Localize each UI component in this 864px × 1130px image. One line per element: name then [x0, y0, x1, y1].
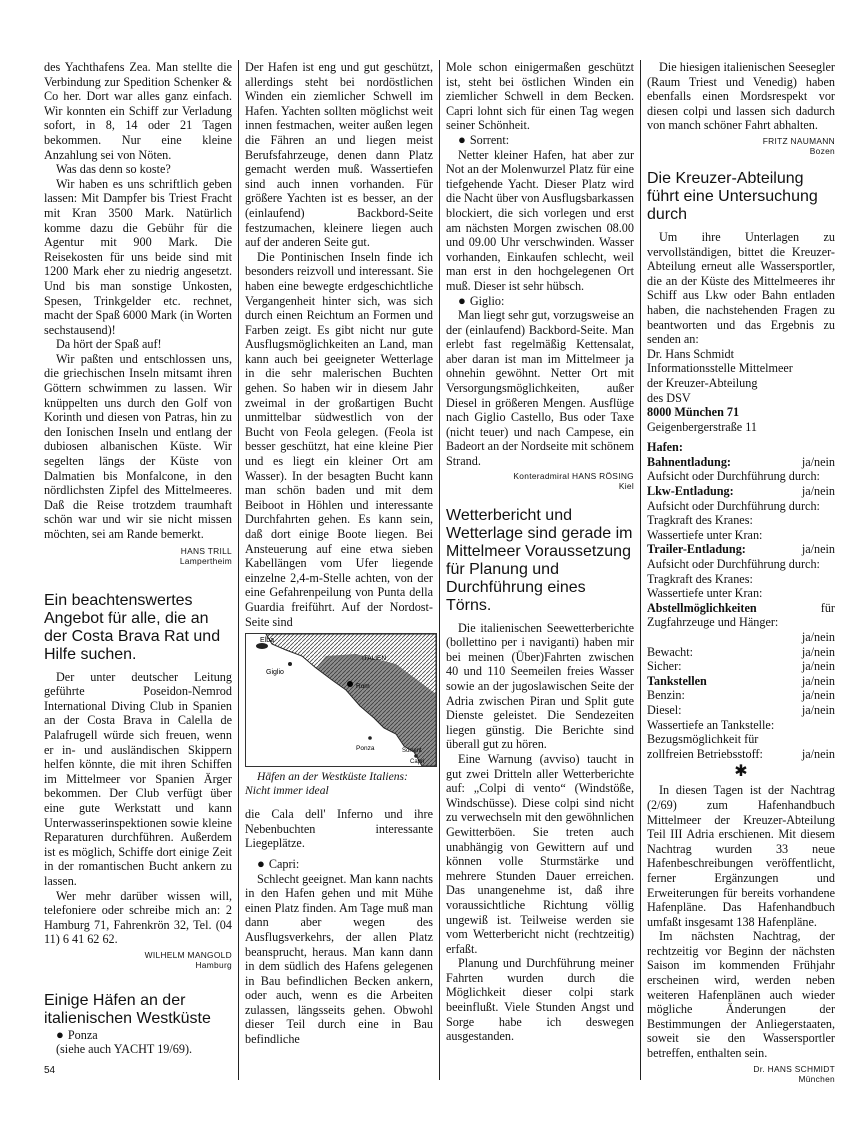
- paragraph: Wir paßten und entschlossen uns, die griechischen Inseln mitsamt ihren Göttern schwimmen zu lassen. Wir knüppelten uns durch den Golf von Korinth und diesen von Patras, hin zu den Ionischen Inseln und entlang der dubiosen albanischen Küste. Wir segelten längs der Küste von Dalmatien bis Monfalcone, in den nördlichsten Zipfel des Mittelmeeres. Daß die Reise trotzdem traumhaft schön war und wir sie nicht missen möchten, sei am Rande bemerkt.: [44, 351, 232, 541]
- form-tragkraft: Tragkraft des Kranes:: [647, 513, 753, 528]
- form-row-benzin: Benzin: ja/nein: [647, 688, 835, 703]
- section-heading: Die Kreuzer-Abteilung führt eine Untersuchung durch: [647, 169, 818, 223]
- rome-marker: [347, 681, 353, 687]
- form-row-bewacht: Bewacht: ja/nein: [647, 644, 835, 659]
- port-item-capri: ● Capri:: [257, 855, 300, 871]
- form-aufsicht: Aufsicht oder Durchführung durch:: [647, 557, 820, 572]
- form-row-tankstellen: Tankstellen ja/nein: [647, 673, 835, 688]
- form-wassertiefe-kran: Wassertiefe unter Kran:: [647, 586, 763, 601]
- signature-name: FRITZ NAUMANN: [762, 135, 835, 146]
- section-heading: Einige Häfen an der italienischen Westküste: [44, 991, 211, 1027]
- signature-place: Bozen: [809, 145, 835, 156]
- paragraph: Der unter deutscher Leitung geführte Poseidon-Nemrod International Diving Club in Spanien an der Costa Brava in Calella de Palafrugell würde sich freuen, wenn er in- und ausländischen Skippern helfen könnte, die mit ihren Schiffen im Mittelmeer vor Spanien Ärger bekommen. Der Club verfügt über eine gute Werkstatt und kann Unterwasserinspektionen sowie kleine Reparaturen durchführen. Außerdem ist es möglich, Schiffe dort einige Zeit in der romantischen Bucht ankern zu lassen.: [44, 669, 232, 888]
- map-label-sorrent: Sorrent: [402, 748, 422, 755]
- form-row-trailer: Trailer-Entladung: ja/nein: [647, 542, 835, 557]
- port-item-giglio: ● Giglio:: [458, 292, 505, 308]
- column-1: [44, 60, 232, 1057]
- form-row-diesel: Diesel: ja/nein: [647, 702, 835, 717]
- paragraph: des Yachthafens Zea. Man stellte die Verbindung zur Spedition Schenker & Co her. Dort war alles ganz einfach. Wir konnten ein Schiff zur Verladung sofort, in 8, 14 oder 21 Tagen bekommen. Nur eine kleine Anzahlung sei von Nöten.: [44, 60, 232, 162]
- form-row-lkw: Lkw-Entladung: ja/nein: [647, 484, 835, 499]
- form-row-bezug: Bezugsmöglichkeit für zollfreien Betriebsstoff: ja/nein: [647, 732, 835, 761]
- paragraph: Eine Warnung (avviso) taucht in gut zwei Dritteln aller Wetterberichte auf: „Colpi di vento“ (Windstöße, Windschüsse). Diese colpi sind nicht zu verwechseln mit den gewöhnlichen Gewitterböen. Sie treten auch unabhängig von Gewittern auf und können volle Sturmstärke und mehrere Stunden Dauer erreichen. Das unangenehme ist, daß ihre voraussichtliche Richtung völlig ungewiß ist. Teilweise werden sie vom Wetterbericht nicht (rechtzeitig) erfaßt.: [446, 751, 634, 956]
- signature-name: WILHELM MANGOLD: [144, 949, 232, 960]
- bullet-icon: ●: [458, 292, 466, 308]
- port-item-ponza: ● Ponza: [56, 1026, 98, 1042]
- paragraph: Im nächsten Nachtrag, der rechtzeitig vor Beginn der nächsten Saison im kommenden Frühjahr erscheinen wird, werden neben weiteren Hafenplänen auch wieder mögliche Änderungen der Bestimmungen der Anliegerstaaten, soweit sie den Wassersportler betreffen, enthalten sein.: [647, 929, 835, 1061]
- map-label-giglio: Giglio: [266, 669, 284, 677]
- paragraph: Die italienischen Seewetterberichte (bollettino per i naviganti) haben mir bei meinen (Über)Fahrten zwischen 40 und 110 Seemeilen freies Wasser sowie an der jugoslawischen Seite der Adria zwischen Piran und Split gute Dienste geleistet. Die Sendezeiten liegen günstig. Die Berichte sind überall gut zu hören.: [446, 620, 634, 752]
- signature-name: Konteradmiral HANS RÖSING: [513, 470, 634, 481]
- form-aufsicht: Aufsicht oder Durchführung durch:: [647, 469, 820, 484]
- port-item-sorrent: ● Sorrent:: [458, 131, 510, 147]
- signature-place: Hamburg: [195, 959, 232, 970]
- page-number: 54: [44, 1065, 56, 1076]
- address-street: Geigenbergerstraße 11: [647, 419, 757, 434]
- address-line: des DSV: [647, 390, 691, 405]
- column-2: [245, 60, 433, 1047]
- form-row-sicher: Sicher: ja/nein: [647, 659, 835, 674]
- paragraph: Mole schon einigermaßen geschützt ist, steht bei östlichen Winden ein ziemlicher Schwell in dem Becken. Capri lohnt sich für einen Tag wegen seiner Schönheit.: [446, 60, 634, 133]
- signature-name: HANS TRILL: [180, 545, 232, 556]
- map-label-capri: Capri: [410, 759, 425, 766]
- paragraph: Die hiesigen italienischen Seesegler (Raum Triest und Venedig) haben ebenfalls einen Mordsrespekt vor diesen colpi und lassen sich dadurch von manch schöner Fahrt abhalten.: [647, 60, 835, 133]
- star-separator-icon: ✱: [734, 763, 748, 781]
- column-3: [446, 60, 634, 1044]
- paragraph: Wer mehr darüber wissen will, telefoniere oder schreibe mich an: 2 Hamburg 71, Fahrenkrön 32, Tel. (04 11) 6 41 62 62.: [44, 888, 232, 947]
- map-graphic: [246, 634, 436, 766]
- map-label-italien: ITALIEN: [362, 655, 387, 663]
- form-hafen: Hafen:: [647, 440, 683, 455]
- paragraph: Die Pontinischen Inseln finde ich besonders reizvoll und interessant. Sie haben eine bewegte erdgeschichtliche Vergangenheit hinter sich, was sich durch einen Reichtum an Formen und Farben zeigt. Es gibt nicht nur gute Ausflugsmöglichkeiten an Land, man kann auch bei geeigneter Wetterlage in die sehr malerischen Buchten gehen. So haben wir in diesem Jahr zweimal in der großartigen Bucht unmittelbar südwestlich von der Bucht von Feola gelegen. (Feola ist besser geschützt, hat eine kleine Pier und es liegt ein kleiner Ort am Wasser). In der besagten Bucht kann man schön baden und mit dem Beiboot in Höhlen und interessante Durchfahrten gehen. Es kann sein, daß dort einige Boote liegen. Bei Ansteuerung auf eine etwa sieben Kabellängen vom Ufer liegende einzelne 2,4-m-Stelle achten, von der eine Gefahrenpeilung von Punta della Guardia freiführt. Auf der Nordost-Seite sind: [245, 249, 433, 629]
- paragraph: Der Hafen ist eng und gut geschützt, allerdings steht bei nordöstlichen Winden ein ziemlicher Schwell im Hafen. Yachten sollten möglichst weit innen festmachen, weiter außen legen die Fähren an und liegen meist Berufsfahrzeuge, denen dann Platz gemacht werden muß. Wassertiefen sind auch innen vorhanden. Für größere Yachten ist es besser, an der (einlaufend) Backbord-Seite festzumachen, kleinere liegen auch auf der anderen Seite gut.: [245, 60, 433, 250]
- signature-place: München: [798, 1073, 835, 1084]
- signature-place: Lampertheim: [179, 555, 232, 566]
- paragraph: Da hört der Spaß auf!: [56, 337, 162, 352]
- paragraph: (siehe auch YACHT 19/69).: [56, 1042, 193, 1057]
- island-capri: [414, 754, 418, 758]
- signature-place: Kiel: [618, 480, 634, 491]
- form-row-bahn: Bahnentladung: ja/nein: [647, 454, 835, 469]
- paragraph: die Cala dell' Inferno und ihre Nebenbuchten interessante Liegeplätze.: [245, 807, 433, 851]
- address-line: Informationsstelle Mittelmeer: [647, 361, 793, 376]
- column-4: [647, 60, 835, 1084]
- form-aufsicht: Aufsicht oder Durchführung durch:: [647, 498, 820, 513]
- map-label-rom: Rom: [356, 683, 370, 691]
- form-wassertiefe-tank: Wassertiefe an Tankstelle:: [647, 717, 775, 732]
- form-row-janein: ja/nein: [801, 630, 835, 644]
- map-label-elba: Elba: [260, 637, 275, 645]
- address-line: der Kreuzer-Abteilung: [647, 375, 758, 390]
- map-label-ponza: Ponza: [356, 745, 375, 753]
- paragraph: Schlecht geeignet. Man kann nachts in den Hafen gehen und mit Mühe einen Platz finden. Am Tage muß man dann aber wegen des Ausflugsverkehrs, der allen Platz beansprucht, heraus. Man kann dann in dem südlich des Hafens gelegenen in Bau befindlichen Becken ankern, oder auch, wenn es die Arbeiten zulassen, längsseits gehen. Obwohl dieser Teil durch eine in Bau befindliche: [245, 871, 433, 1047]
- paragraph: Wir haben es uns schriftlich geben lassen: Mit Dampfer bis Triest Fracht mit Kran 3500 Mark. Natürlich komme dazu die Gebühr für die Agentur mit 900 Mark. Die Reisekosten für uns beide sind mit 1200 Mark eher zu niedrig angesetzt. Und bis man sonstige Unkosten, Spesen, Trinkgelder etc. rechnet, macht der Spaß 6000 Mark (in Worten sechstausend)!: [44, 176, 232, 337]
- island-ponza: [368, 736, 372, 740]
- paragraph: Man liegt sehr gut, vorzugsweise an der (einlaufend) Backbord-Seite. Man erlebt fast regelmäßig Kettensalat, aber daran ist man im Mittelmeer ja ohnehin gewöhnt. Netter Ort mit Versorgungsmöglichkeiten, außer Diesel in größeren Mengen. Ausflüge nach Giglio Castello, Bus oder Taxe (nicht teuer) und nach Campese, ein Badeort an der Nordseite mit schönem Strand.: [446, 308, 634, 469]
- paragraph: In diesen Tagen ist der Nachtrag (2/69) zum Hafenhandbuch Mittelmeer der Kreuzer-Abteilung Teil III Adria erschienen. Mit diesem Nachtrag wurden 33 neue Hafenbeschreibungen veröffentlicht, ferner Ergänzungen und Erweiterungen für bereits vorhandene Hafenpläne. Das Hafenhandbuch umfaßt insgesamt 138 Hafenpläne.: [647, 783, 835, 929]
- paragraph: Planung und Durchführung meiner Fahrten wurden durch die Möglichkeit dieser colpi stark beeinflußt. Viele Stunden Angst und Sorge habe ich deswegen ausgestanden.: [446, 956, 634, 1044]
- form-tragkraft: Tragkraft des Kranes:: [647, 571, 753, 586]
- address-city: 8000 München 71: [647, 405, 740, 420]
- column-rule-2: [439, 60, 440, 1080]
- column-rule-1: [238, 60, 239, 1080]
- address-line: Dr. Hans Schmidt: [647, 346, 735, 361]
- paragraph: Was das denn so koste?: [56, 162, 171, 177]
- paragraph: Netter kleiner Hafen, hat aber zur Not an der Molenwurzel Platz für eine tiefgehende Yacht. Dieser Platz wird die Nacht über von Ausflugsbarkassen blockiert, die sich vorlegen und erst am nächsten Morgen zwischen 08.00 und 09.00 Uhr verschwinden. Wasser vorhanden, Einkaufen schlecht, weil man erst in den hochgelegenen Ort muß. Dieser ist sehr hübsch.: [446, 147, 634, 293]
- bullet-icon: ●: [56, 1026, 64, 1042]
- form-abstell: Abstellmöglichkeiten für Zugfahrzeuge und Hänger:: [647, 600, 835, 630]
- map-west-coast-italy: [245, 633, 437, 767]
- bullet-icon: ●: [458, 131, 466, 147]
- paragraph: Um ihre Unterlagen zu vervollständigen, bittet die Kreuzer-Abteilung erneut alle Wassersportler, die an der Küste des Mittelmeeres ihr Schiff aus Lkw oder Bahn entladen haben, die nachstehenden Fragen zu beantworten und das Ergebnis zu senden an:: [647, 229, 835, 347]
- column-rule-3: [640, 60, 641, 1080]
- form-wassertiefe-kran: Wassertiefe unter Kran:: [647, 527, 763, 542]
- section-heading: Wetterbericht und Wetterlage sind gerade im Mittelmeer Voraussetzung für Planung und Durchführung eines Törns.: [446, 506, 633, 614]
- signature-name: Dr. HANS SCHMIDT: [753, 1063, 835, 1074]
- section-heading: Ein beachtenswertes Angebot für alle, die an der Costa Brava Rat und Hilfe suchen.: [44, 591, 221, 663]
- map-caption: Häfen an der Westküste Italiens: Nicht immer ideal: [245, 770, 408, 797]
- bullet-icon: ●: [257, 855, 265, 871]
- island-giglio: [288, 662, 292, 666]
